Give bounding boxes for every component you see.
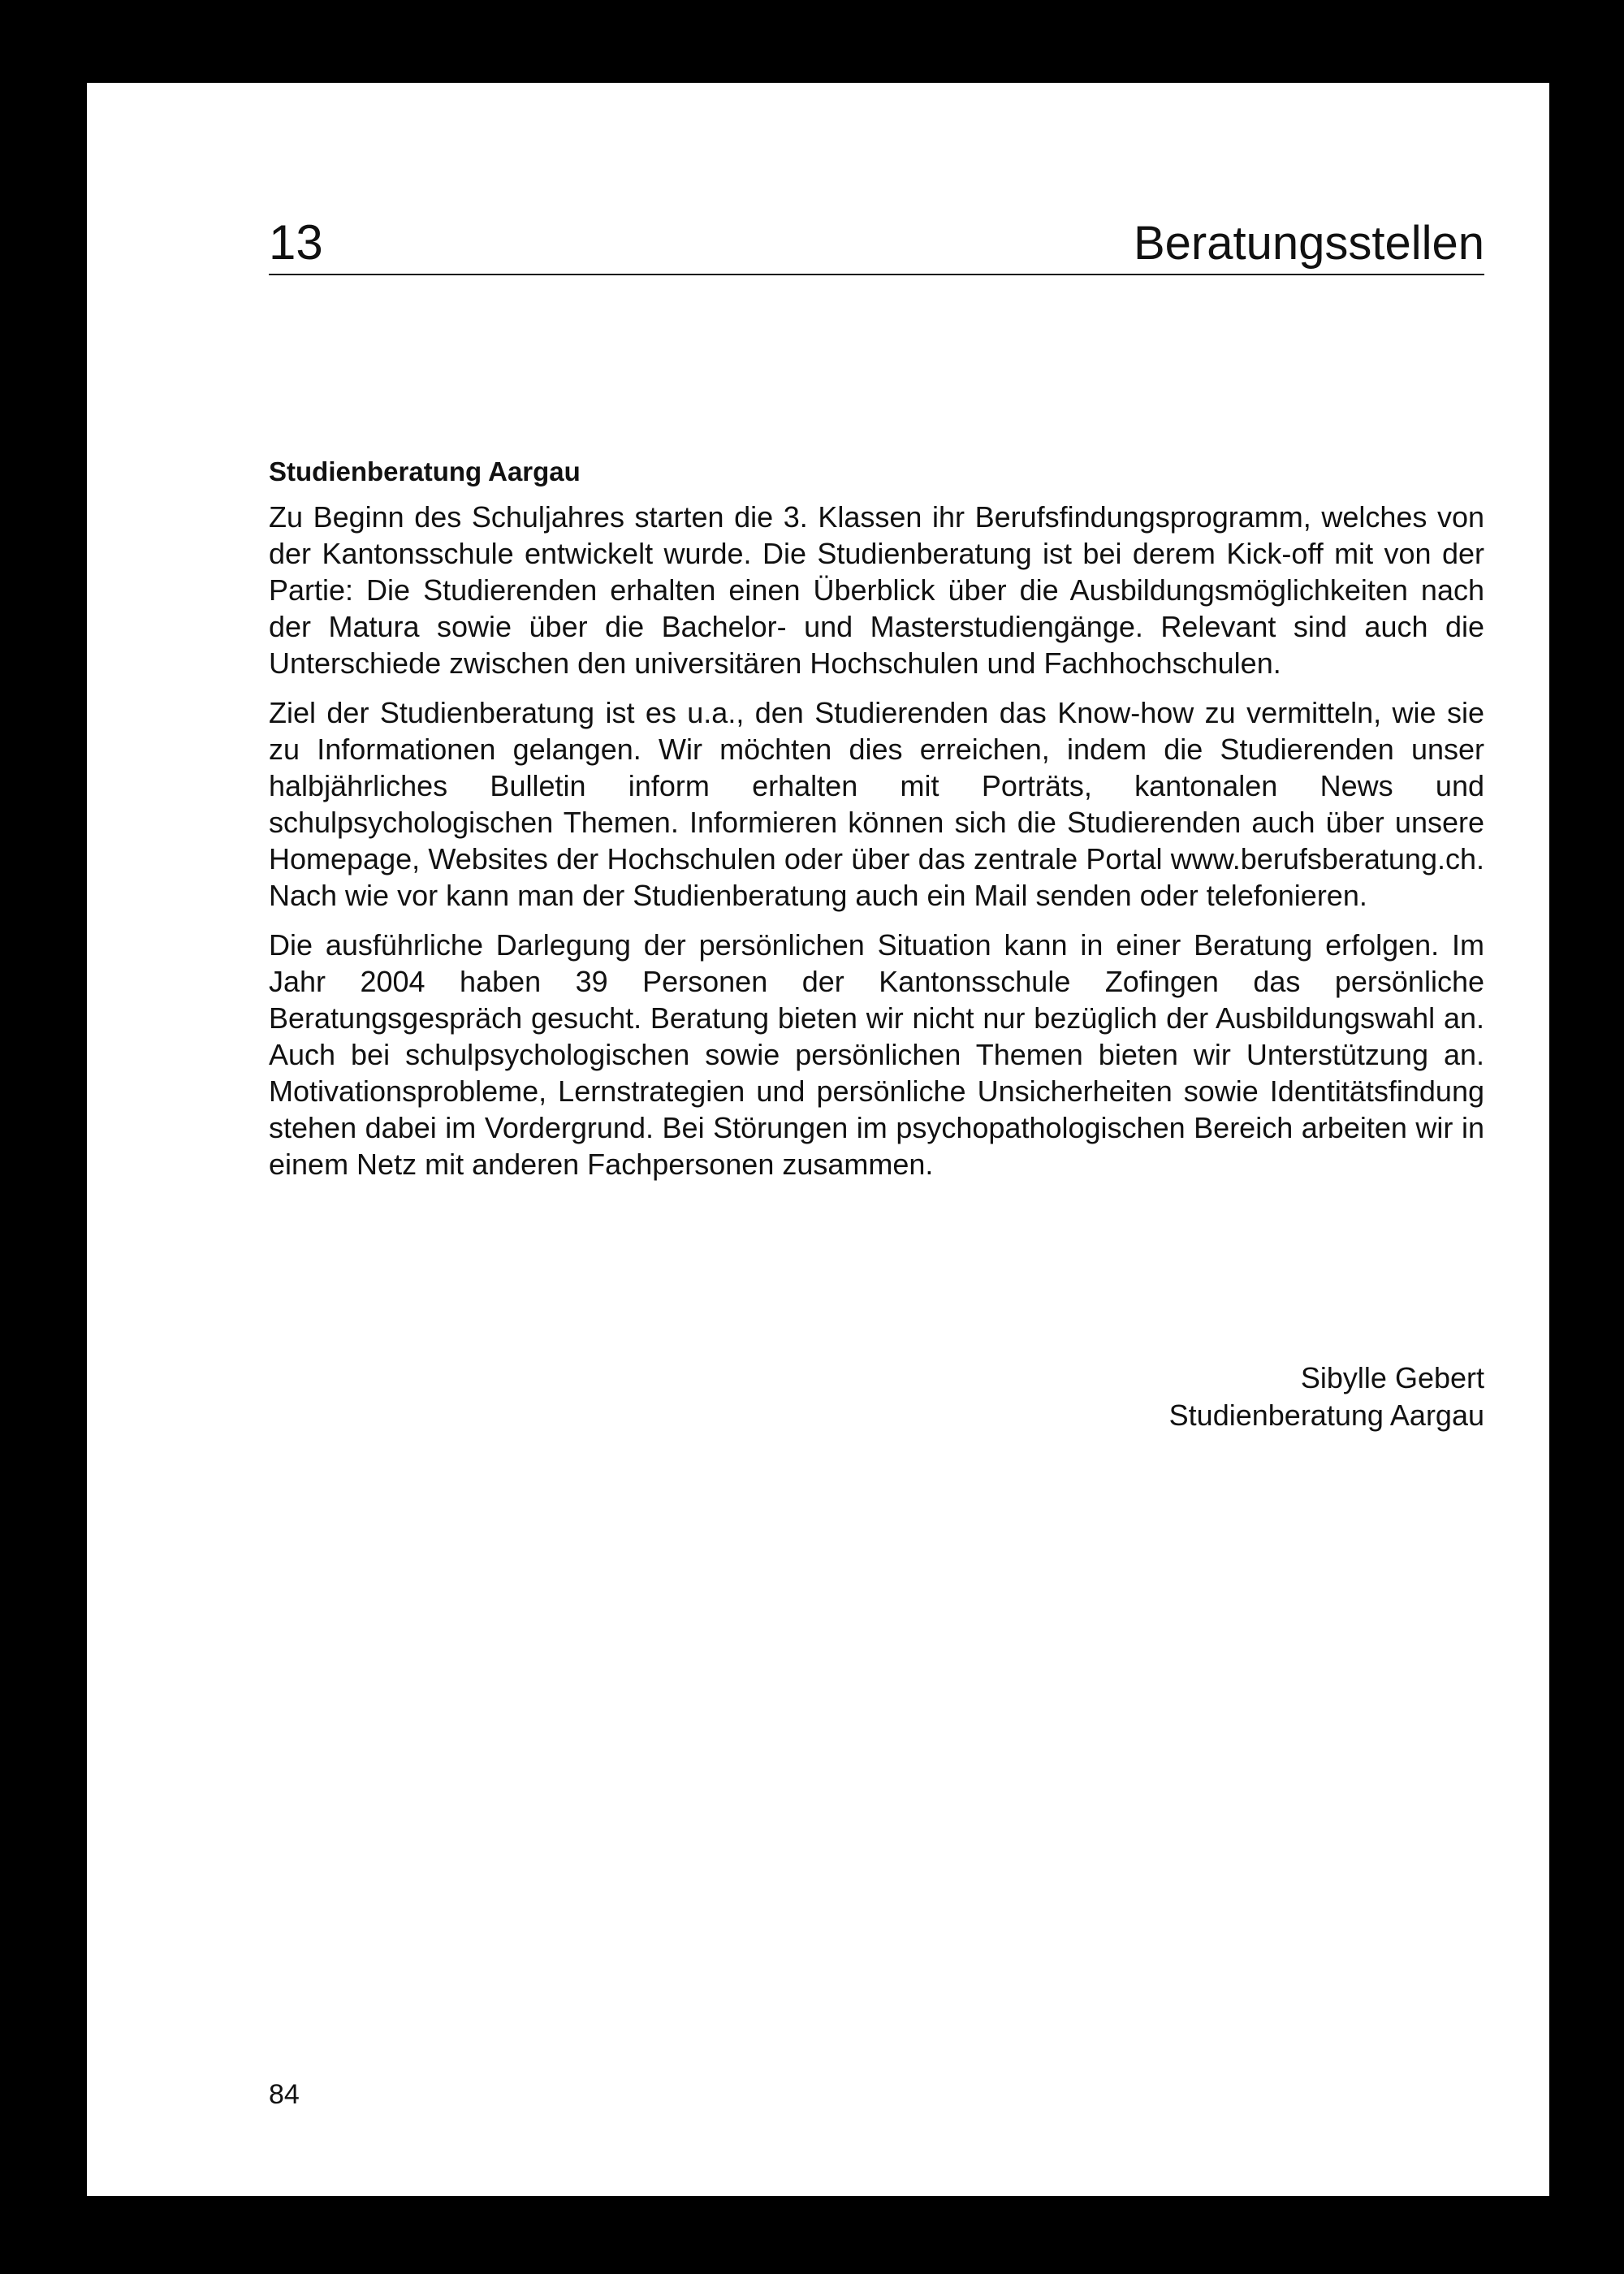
signature-organization: Studienberatung Aargau: [1168, 1399, 1484, 1432]
body-text: [269, 499, 1484, 1195]
signature-name: Sibylle Gebert: [1300, 1361, 1484, 1394]
chapter-number: 13: [269, 215, 323, 270]
paragraph-3: Die ausführliche Darlegung der persönlichen Situation kann in einer Beratung erfolgen. Im Jahr 2004 haben 39 Personen der Kantonsschule Zofingen das persönliche Beratungsgespräch gesucht. Beratung bieten wir nicht nur bezüglich der Ausbildungswahl an. Auch bei schulpsychologischen sowie persönlichen Themen bieten wir Unterstützung an. Motivationsprobleme, Lernstrategien und persönliche Unsicherheiten sowie Identitätsfindung stehen dabei im Vordergrund. Bei Störungen im psychopathologischen Bereich arbeiten wir in einem Netz mit anderen Fachpersonen zusammen.: [269, 928, 1484, 1181]
page-number: 84: [269, 2079, 300, 2110]
chapter-header: [269, 209, 1484, 275]
paragraph-2: Ziel der Studienberatung ist es u.a., den Studierenden das Know-how zu vermitteln, wie sie zu Informationen gelangen. Wir möchten dies erreichen, indem die Studierenden unser halbjährliches Bulletin inform erhalten mit Porträts, kantonalen News und schulpsychologischen Themen. Informieren können sich die Studierenden auch über unsere Homepage, Websites der Hochschulen oder über das zentrale Portal www.berufsberatung.ch. Nach wie vor kann man der Studienberatung auch ein Mail senden oder telefonieren.: [269, 696, 1484, 912]
section-heading: Studienberatung Aargau: [269, 456, 581, 486]
signature-block: [1169, 1360, 1484, 1434]
document-page: [87, 83, 1549, 2196]
paragraph-1: Zu Beginn des Schuljahres starten die 3. Klassen ihr Berufsfindungsprogramm, welches von der Kantonsschule entwickelt wurde. Die Studienberatung ist bei derem Kick-off mit von der Partie: Die Studierenden erhalten einen Überblick über die Ausbildungsmöglichkeiten nach der Matura sowie über die Bachelor- und Masterstudiengänge. Relevant sind auch die Unterschiede zwischen den universitären Hochschulen und Fachhochschulen.: [269, 500, 1484, 680]
chapter-title: Beratungsstellen: [1133, 217, 1484, 270]
